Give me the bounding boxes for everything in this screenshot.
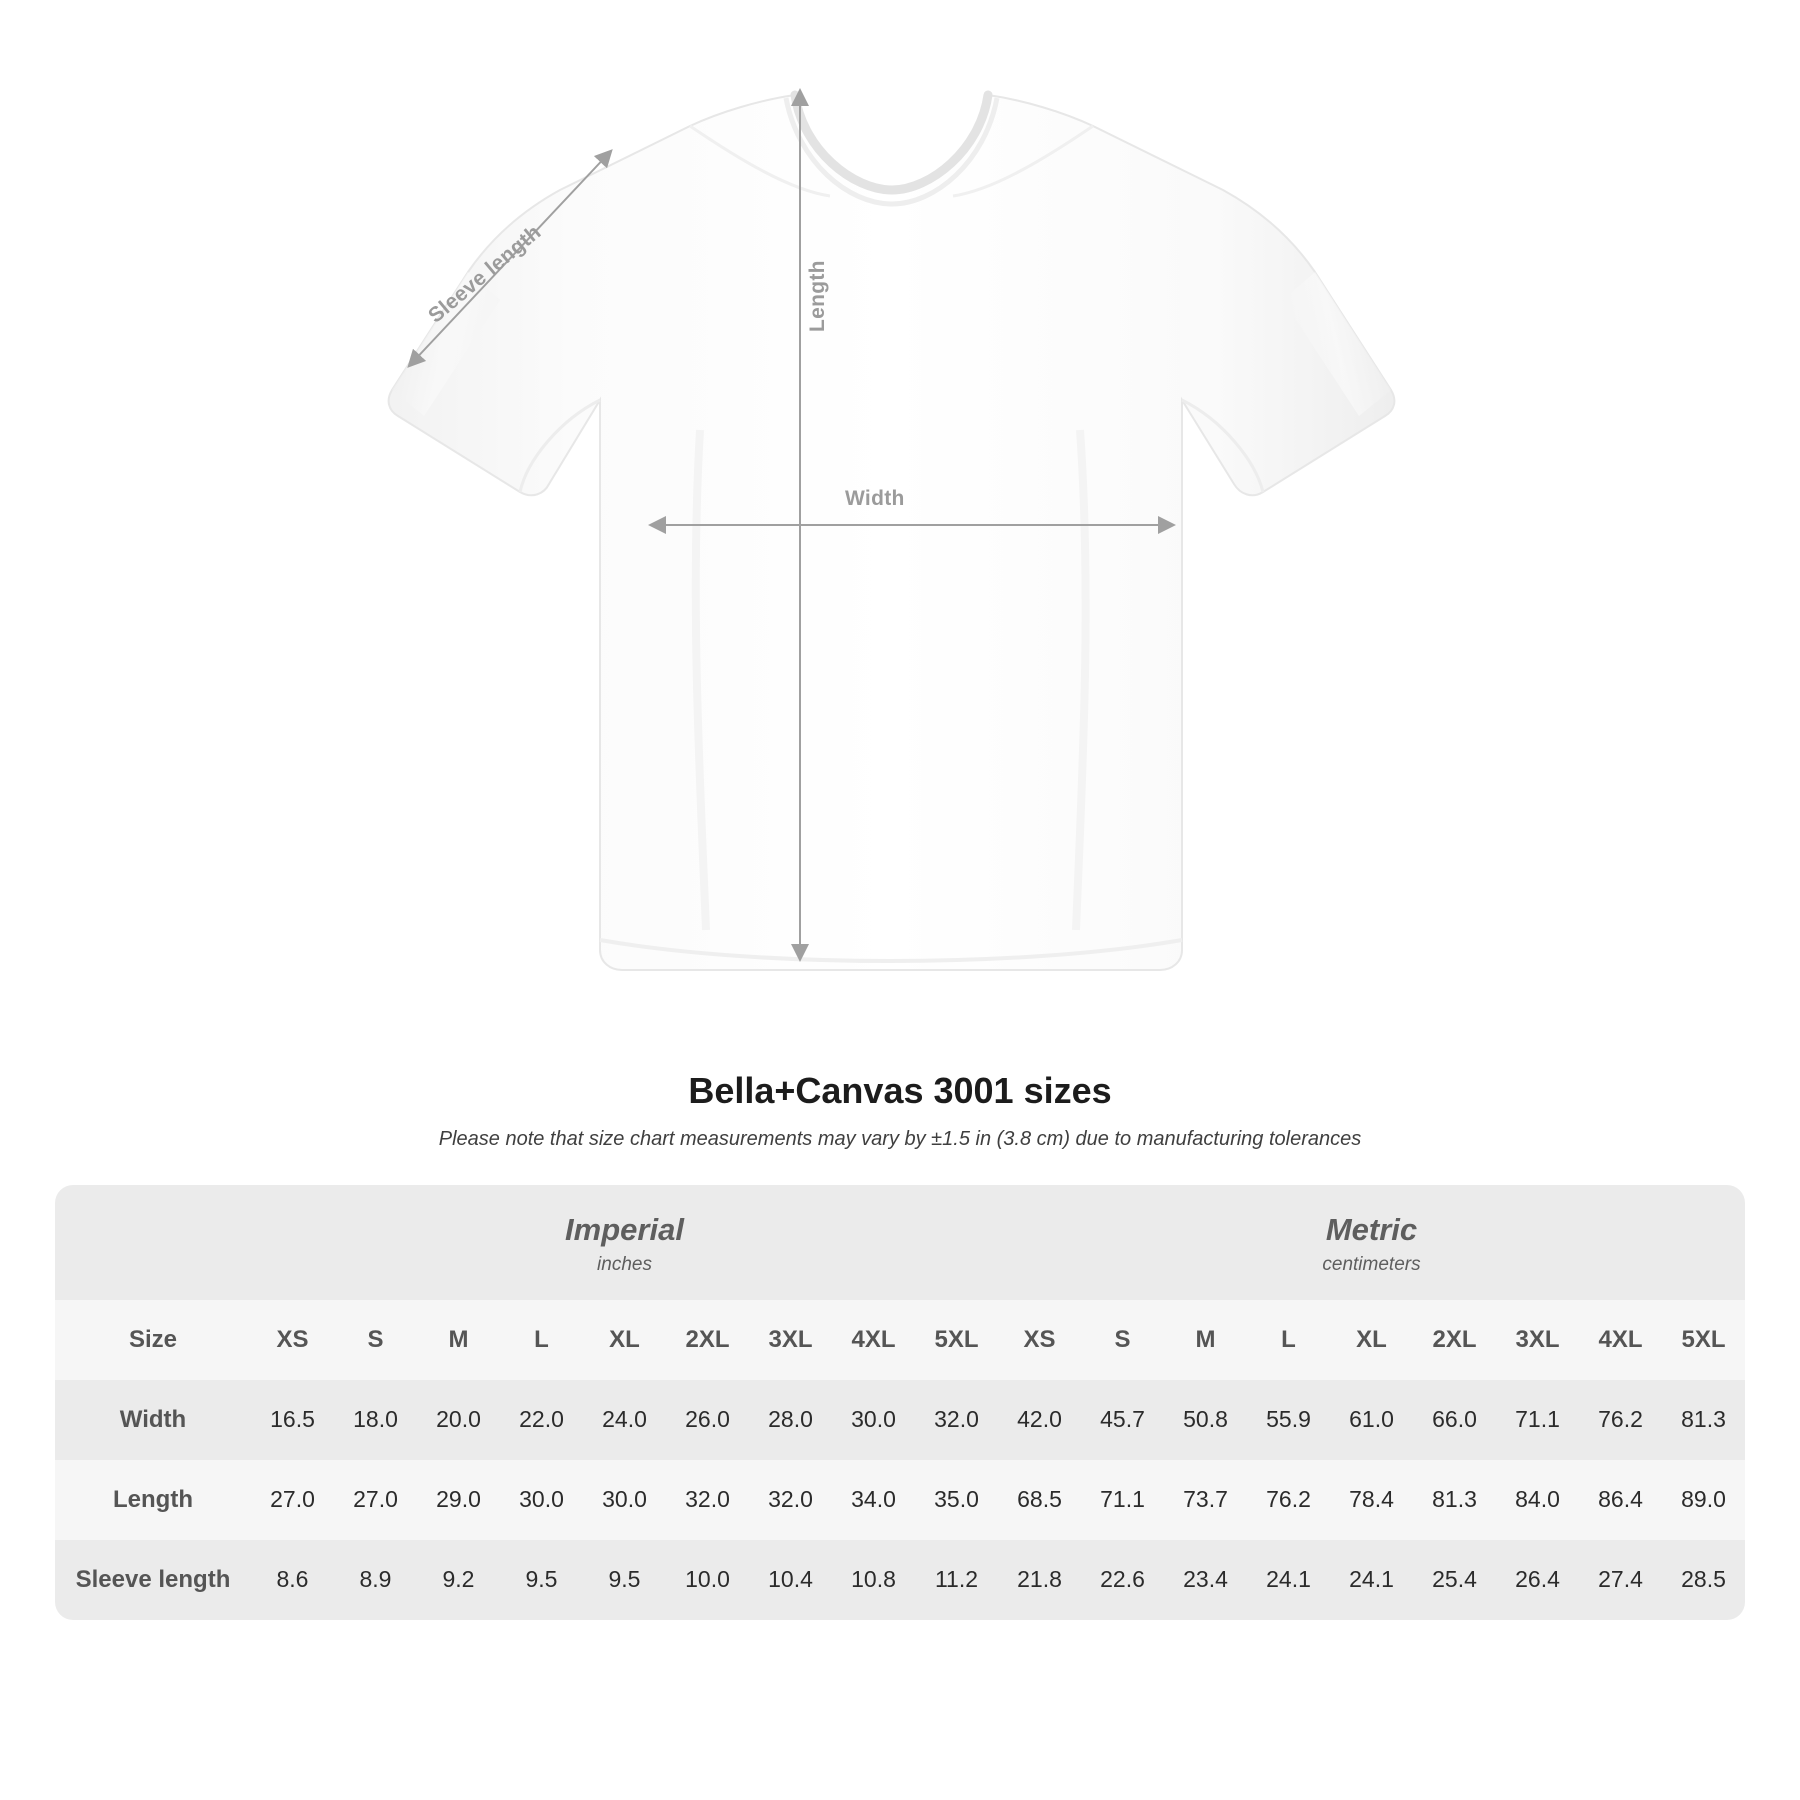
tolerance-note: Please note that size chart measurements may vary by ±1.5 in (3.8 cm) due to manufacturing tolerances bbox=[438, 1128, 1362, 1150]
measurement-cell: 66.0 bbox=[1413, 1380, 1496, 1460]
measurement-cell: 24.1 bbox=[1247, 1540, 1330, 1620]
measurement-cell: 71.1 bbox=[1496, 1380, 1579, 1460]
measurement-cell: 27.0 bbox=[334, 1460, 417, 1540]
measurement-cell: 32.0 bbox=[749, 1460, 832, 1540]
measurement-cell: 21.8 bbox=[998, 1540, 1081, 1620]
table-row bbox=[55, 1380, 1745, 1460]
measurement-cell: 9.5 bbox=[583, 1540, 666, 1620]
size-header-cell: L bbox=[500, 1300, 583, 1380]
width-label: Width bbox=[845, 487, 905, 510]
table-row bbox=[55, 1460, 1745, 1540]
measurement-cell: 76.2 bbox=[1579, 1380, 1662, 1460]
measurement-cell: 8.9 bbox=[334, 1540, 417, 1620]
measurement-cell: 35.0 bbox=[915, 1460, 998, 1540]
measurement-cell: 22.6 bbox=[1081, 1540, 1164, 1620]
measurement-cell: 32.0 bbox=[666, 1460, 749, 1540]
unit-group-subtitle: inches bbox=[597, 1253, 652, 1275]
size-header-cell: XL bbox=[1330, 1300, 1413, 1380]
unit-group-title: Metric bbox=[1325, 1212, 1418, 1247]
size-header-cell: S bbox=[334, 1300, 417, 1380]
measurement-cell: 76.2 bbox=[1247, 1460, 1330, 1540]
size-header-cell: XS bbox=[251, 1300, 334, 1380]
unit-group-metric bbox=[998, 1185, 1745, 1300]
measurement-cell: 25.4 bbox=[1413, 1540, 1496, 1620]
measurement-cell: 55.9 bbox=[1247, 1380, 1330, 1460]
unit-header-row bbox=[55, 1185, 1745, 1300]
size-table-wrapper bbox=[55, 1185, 1745, 1620]
measurement-cell: 86.4 bbox=[1579, 1460, 1662, 1540]
size-table bbox=[55, 1185, 1745, 1620]
measurement-cell: 29.0 bbox=[417, 1460, 500, 1540]
size-header-cell: 3XL bbox=[749, 1300, 832, 1380]
size-header-cell: XL bbox=[583, 1300, 666, 1380]
measurement-cell: 16.5 bbox=[251, 1380, 334, 1460]
row-label-length: Length bbox=[55, 1460, 251, 1540]
measurement-cell: 28.5 bbox=[1662, 1540, 1745, 1620]
measurement-cell: 9.5 bbox=[500, 1540, 583, 1620]
measurement-cell: 81.3 bbox=[1662, 1380, 1745, 1460]
measurement-cell: 20.0 bbox=[417, 1380, 500, 1460]
measurement-cell: 45.7 bbox=[1081, 1380, 1164, 1460]
measurement-cell: 22.0 bbox=[500, 1380, 583, 1460]
measurement-cell: 81.3 bbox=[1413, 1460, 1496, 1540]
measurement-cell: 11.2 bbox=[915, 1540, 998, 1620]
measurement-cell: 30.0 bbox=[500, 1460, 583, 1540]
measurement-cell: 32.0 bbox=[915, 1380, 998, 1460]
measurement-cell: 68.5 bbox=[998, 1460, 1081, 1540]
size-header-cell: 4XL bbox=[832, 1300, 915, 1380]
measurement-cell: 24.1 bbox=[1330, 1540, 1413, 1620]
measurement-cell: 89.0 bbox=[1662, 1460, 1745, 1540]
measurement-cell: 26.4 bbox=[1496, 1540, 1579, 1620]
measurement-cell: 27.4 bbox=[1579, 1540, 1662, 1620]
measurement-cell: 30.0 bbox=[832, 1380, 915, 1460]
row-label-width: Width bbox=[55, 1380, 251, 1460]
size-header-cell: S bbox=[1081, 1300, 1164, 1380]
unit-group-imperial bbox=[251, 1185, 998, 1300]
sleeve-length-label: Sleeve length bbox=[424, 220, 546, 328]
length-label: Length bbox=[806, 260, 829, 332]
table-row bbox=[55, 1540, 1745, 1620]
size-header-cell: 4XL bbox=[1579, 1300, 1662, 1380]
measurement-cell: 9.2 bbox=[417, 1540, 500, 1620]
size-header-cell: 5XL bbox=[915, 1300, 998, 1380]
measurement-cell: 50.8 bbox=[1164, 1380, 1247, 1460]
measurement-cell: 23.4 bbox=[1164, 1540, 1247, 1620]
unit-header-spacer bbox=[55, 1185, 251, 1300]
size-header-label: Size bbox=[55, 1300, 251, 1380]
measurement-cell: 30.0 bbox=[583, 1460, 666, 1540]
measurement-cell: 61.0 bbox=[1330, 1380, 1413, 1460]
size-header-cell: 2XL bbox=[1413, 1300, 1496, 1380]
size-header-cell: M bbox=[1164, 1300, 1247, 1380]
size-header-cell: L bbox=[1247, 1300, 1330, 1380]
measurement-cell: 73.7 bbox=[1164, 1460, 1247, 1540]
measurement-cell: 10.8 bbox=[832, 1540, 915, 1620]
size-header-cell: M bbox=[417, 1300, 500, 1380]
measurement-cell: 26.0 bbox=[666, 1380, 749, 1460]
size-header-cell: 5XL bbox=[1662, 1300, 1745, 1380]
measurement-cell: 42.0 bbox=[998, 1380, 1081, 1460]
measurement-cell: 24.0 bbox=[583, 1380, 666, 1460]
measurement-cell: 71.1 bbox=[1081, 1460, 1164, 1540]
row-label-sleeve-length: Sleeve length bbox=[55, 1540, 251, 1620]
page-title: Bella+Canvas 3001 sizes bbox=[688, 1070, 1112, 1111]
unit-group-subtitle: centimeters bbox=[1322, 1253, 1421, 1275]
chart-heading bbox=[0, 1070, 1800, 1151]
size-header-cell: XS bbox=[998, 1300, 1081, 1380]
size-header-cell: 3XL bbox=[1496, 1300, 1579, 1380]
measurement-cell: 34.0 bbox=[832, 1460, 915, 1540]
measurement-cell: 78.4 bbox=[1330, 1460, 1413, 1540]
unit-group-title: Imperial bbox=[565, 1212, 684, 1247]
measurement-cell: 84.0 bbox=[1496, 1460, 1579, 1540]
measurement-cell: 10.0 bbox=[666, 1540, 749, 1620]
measurement-cell: 10.4 bbox=[749, 1540, 832, 1620]
size-header-row bbox=[55, 1300, 1745, 1380]
size-header-cell: 2XL bbox=[666, 1300, 749, 1380]
measurement-cell: 28.0 bbox=[749, 1380, 832, 1460]
measurement-cell: 27.0 bbox=[251, 1460, 334, 1540]
measurement-cell: 8.6 bbox=[251, 1540, 334, 1620]
measurement-cell: 18.0 bbox=[334, 1380, 417, 1460]
